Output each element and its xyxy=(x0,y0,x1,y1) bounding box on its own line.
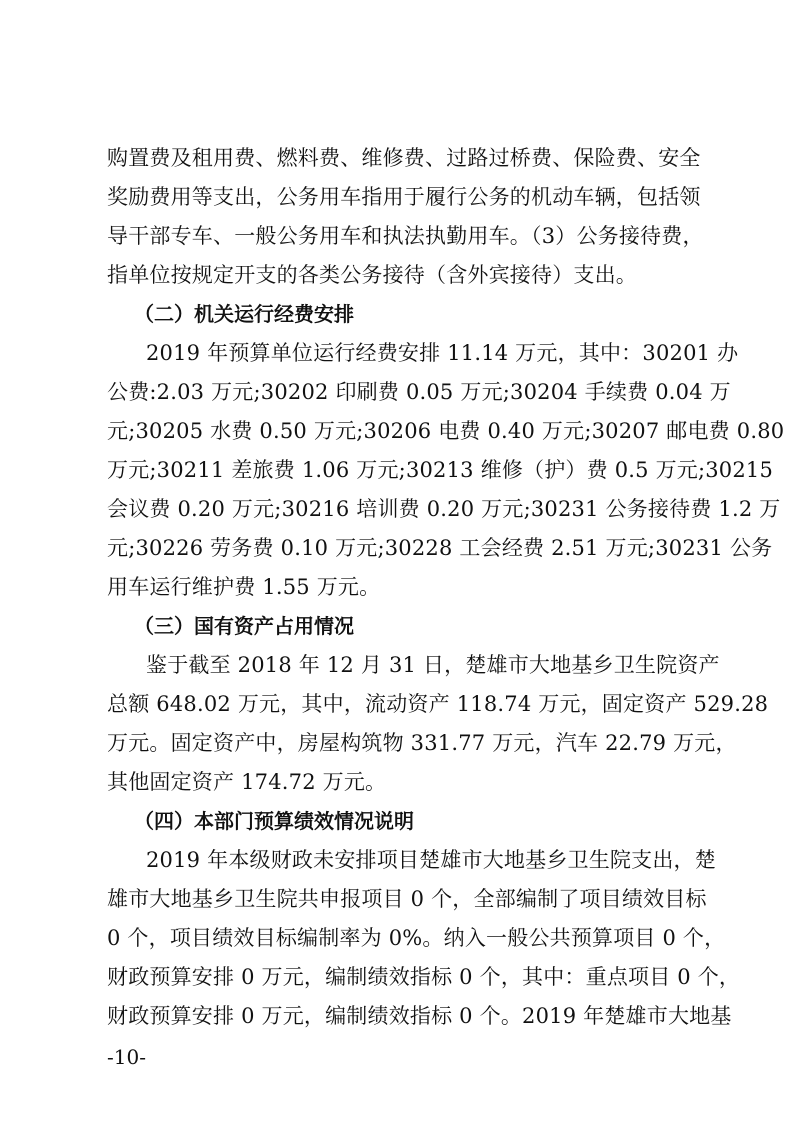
body-line: 雄市大地基乡卫生院共申报项目 0 个，全部编制了项目绩效目标 xyxy=(107,887,707,911)
body-line: 指单位按规定开支的各类公务接待（含外宾接待）支出。 xyxy=(107,263,637,287)
body-line: 万元。固定资产中，房屋构筑物 331.77 万元，汽车 22.79 万元， xyxy=(107,731,737,755)
body-line: 鉴于截至 2018 年 12 月 31 日，楚雄市大地基乡卫生院资产 xyxy=(146,653,720,677)
body-line: 元;30205 水费 0.50 万元;30206 电费 0.40 万元;30207 邮电费 0.80 xyxy=(107,419,785,443)
page-number: -10- xyxy=(107,1045,146,1069)
section-heading: （三）国有资产占用情况 xyxy=(134,614,354,638)
body-line: 其他固定资产 174.72 万元。 xyxy=(107,770,387,794)
body-line: 0 个，项目绩效目标编制率为 0%。纳入一般公共预算项目 0 个， xyxy=(107,926,726,950)
body-line: 公费:2.03 万元;30202 印刷费 0.05 万元;30204 手续费 0.04 万 xyxy=(107,380,731,404)
body-line: 购置费及租用费、燃料费、维修费、过路过桥费、保险费、安全 xyxy=(107,146,701,170)
body-line: 奖励费用等支出，公务用车指用于履行公务的机动车辆，包括领 xyxy=(107,185,701,209)
body-line: 2019 年本级财政未安排项目楚雄市大地基乡卫生院支出，楚 xyxy=(146,848,716,872)
body-line: 2019 年预算单位运行经费安排 11.14 万元，其中：30201 办 xyxy=(146,341,739,365)
body-line: 财政预算安排 0 万元，编制绩效指标 0 个。2019 年楚雄市大地基 xyxy=(107,1004,732,1028)
body-line: 元;30226 劳务费 0.10 万元;30228 工会经费 2.51 万元;30231 公务 xyxy=(107,536,773,560)
body-line: 财政预算安排 0 万元，编制绩效指标 0 个，其中：重点项目 0 个， xyxy=(107,965,741,989)
body-line: 会议费 0.20 万元;30216 培训费 0.20 万元;30231 公务接待费 1.2 万 xyxy=(107,497,781,521)
body-line: 万元;30211 差旅费 1.06 万元;30213 维修（护）费 0.5 万元;30215 xyxy=(107,458,774,482)
body-line: 导干部专车、一般公务用车和执法执勤用车。（3）公务接待费， xyxy=(107,224,704,248)
section-heading: （二）机关运行经费安排 xyxy=(134,302,354,326)
body-line: 总额 648.02 万元，其中，流动资产 118.74 万元，固定资产 529.28 xyxy=(107,692,769,716)
body-line: 用车运行维护费 1.55 万元。 xyxy=(107,575,381,599)
section-heading: （四）本部门预算绩效情况说明 xyxy=(134,809,414,833)
